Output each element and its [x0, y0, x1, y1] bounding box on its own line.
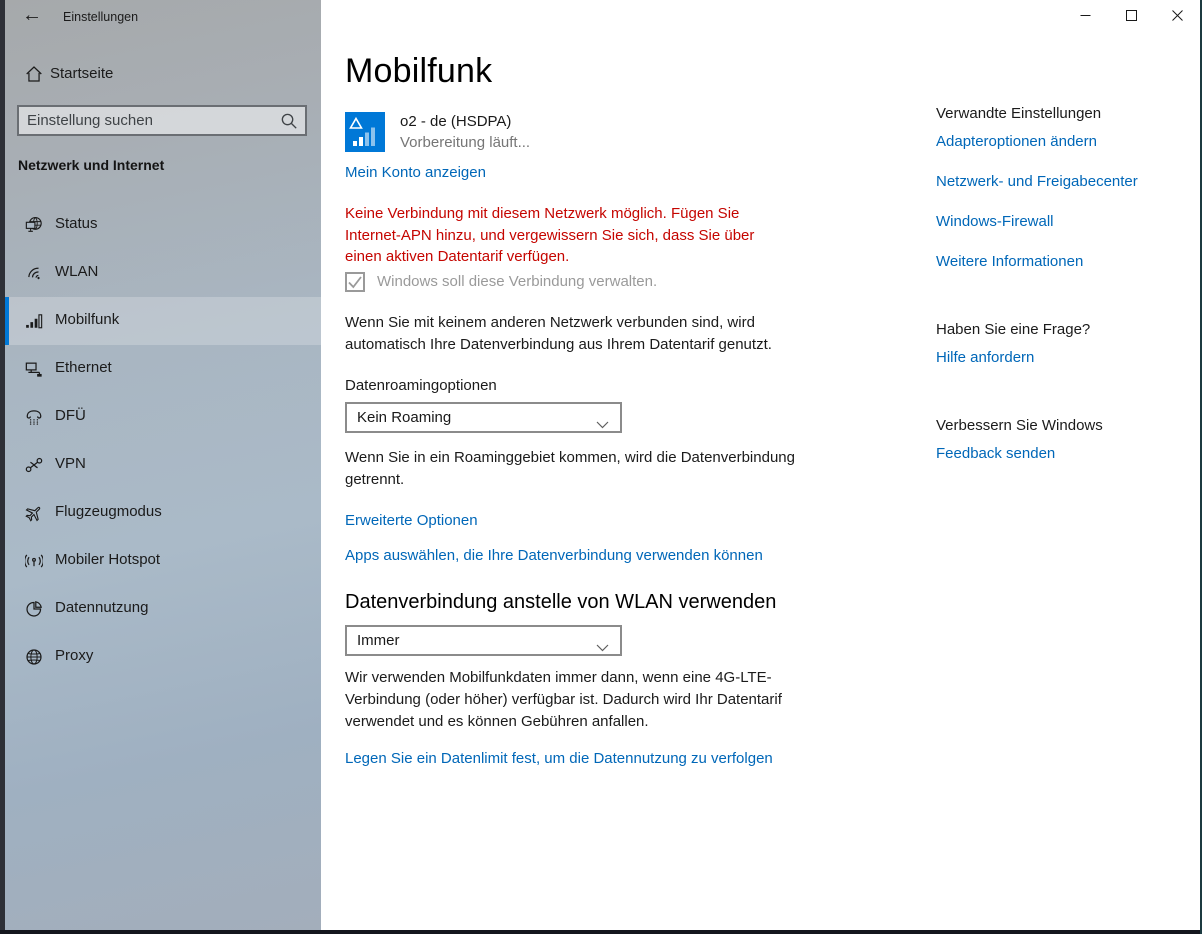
- sidebar-item-label: Datennutzung: [55, 599, 149, 616]
- auto-connect-description: Wenn Sie mit keinem anderen Netzwerk verbunden sind, wird automatisch Ihre Datenverbindung aus Ihrem Datentarif genutzt.: [345, 314, 772, 353]
- roaming-description: Wenn Sie in ein Roaminggebiet kommen, wird die Datenverbindung getrennt.: [345, 449, 795, 488]
- get-help-link[interactable]: Hilfe anfordern: [936, 349, 1035, 366]
- sidebar-item-mobiler-hotspot[interactable]: [5, 537, 321, 585]
- network-sharing-center-link[interactable]: Netzwerk- und Freigabecenter: [936, 173, 1138, 190]
- manage-connection-label: Windows soll diese Verbindung verwalten.: [377, 273, 658, 290]
- chevron-down-icon: [596, 416, 609, 434]
- connection-error-text: Keine Verbindung mit diesem Netzwerk möglich. Fügen Sie Internet-APN hinzu, und vergewissern Sie sich, dass Sie über einen aktiven Datentarif verfügen.: [345, 205, 755, 265]
- cellular-signal-tile-icon: [345, 112, 385, 152]
- page-title: Mobilfunk: [345, 52, 493, 90]
- roaming-dropdown[interactable]: [345, 402, 622, 433]
- choose-apps-link[interactable]: Apps auswählen, die Ihre Datenverbindung verwenden können: [345, 547, 763, 564]
- minimize-button[interactable]: [1062, 0, 1108, 30]
- improve-windows-header: Verbessern Sie Windows: [936, 417, 1103, 434]
- cellular-instead-dropdown[interactable]: [345, 625, 622, 656]
- window-edge-bottom: [0, 930, 1202, 934]
- related-settings-header: Verwandte Einstellungen: [936, 105, 1102, 122]
- cellular-instead-header: Datenverbindung anstelle von WLAN verwenden: [345, 591, 777, 613]
- window-edge-left: [0, 0, 5, 934]
- wifi-icon: [25, 264, 43, 282]
- back-arrow-icon[interactable]: ←: [22, 4, 42, 26]
- ethernet-icon: [25, 360, 43, 378]
- airplane-icon: [25, 504, 43, 522]
- search-input[interactable]: [27, 107, 277, 134]
- pie-chart-icon: [25, 600, 43, 618]
- sidebar-item-label: VPN: [55, 455, 86, 472]
- window-title: Einstellungen: [63, 10, 139, 24]
- send-feedback-link[interactable]: Feedback senden: [936, 445, 1056, 462]
- signal-bars-icon: [25, 312, 43, 330]
- sidebar-item-status[interactable]: [5, 201, 321, 249]
- sidebar-item-datennutzung[interactable]: [5, 585, 321, 633]
- sidebar-item-label: Status: [55, 215, 98, 232]
- vpn-icon: [25, 456, 43, 474]
- sidebar-item-mobilfunk[interactable]: [5, 297, 321, 345]
- sidebar-item-ethernet[interactable]: [5, 345, 321, 393]
- globe-icon: [25, 648, 43, 666]
- advanced-options-link[interactable]: Erweiterte Optionen: [345, 512, 478, 529]
- sidebar-item-label: Ethernet: [55, 359, 112, 376]
- sidebar-item-label: WLAN: [55, 263, 99, 280]
- sidebar: [5, 0, 321, 930]
- maximize-button[interactable]: [1108, 0, 1154, 30]
- globe-network-icon: [25, 216, 43, 234]
- more-info-link[interactable]: Weitere Informationen: [936, 253, 1084, 270]
- view-account-link[interactable]: Mein Konto anzeigen: [345, 164, 486, 181]
- chevron-down-icon: [596, 639, 609, 657]
- sidebar-item-label: DFÜ: [55, 407, 86, 424]
- dialup-phone-icon: [25, 408, 43, 426]
- provider-status: Vorbereitung läuft...: [400, 134, 531, 151]
- sidebar-item-vpn[interactable]: [5, 441, 321, 489]
- home-icon: [25, 65, 43, 83]
- sidebar-item-home[interactable]: [5, 56, 321, 94]
- sidebar-item-flugzeugmodus[interactable]: [5, 489, 321, 537]
- sidebar-item-proxy[interactable]: [5, 633, 321, 681]
- sidebar-item-dfu[interactable]: [5, 393, 321, 441]
- sidebar-item-label: Mobiler Hotspot: [55, 551, 161, 568]
- sidebar-item-label: Proxy: [55, 647, 94, 664]
- cellular-instead-description: Wir verwenden Mobilfunkdaten immer dann, wenn eine 4G-LTE-Verbindung (oder höher) verfügbar ist. Dadurch wird Ihr Datentarif verwendet und es können Gebühren anfallen.: [345, 669, 782, 730]
- sidebar-item-wlan[interactable]: [5, 249, 321, 297]
- search-box[interactable]: [17, 105, 307, 136]
- selected-accent-bar: [5, 297, 9, 345]
- question-header: Haben Sie eine Frage?: [936, 321, 1091, 338]
- roaming-options-label: Datenroamingoptionen: [345, 377, 497, 394]
- windows-firewall-link[interactable]: Windows-Firewall: [936, 213, 1054, 230]
- manage-connection-checkbox[interactable]: [345, 272, 365, 292]
- search-icon[interactable]: [280, 112, 298, 135]
- adapter-options-link[interactable]: Adapteroptionen ändern: [936, 133, 1097, 150]
- sidebar-item-label: Startseite: [50, 65, 114, 82]
- provider-name: o2 - de (HSDPA): [400, 113, 512, 130]
- window-controls: [1062, 0, 1200, 30]
- sidebar-section-header: Netzwerk und Internet: [18, 157, 165, 173]
- close-button[interactable]: [1154, 0, 1200, 30]
- sidebar-nav: [5, 201, 321, 681]
- sidebar-item-label: Mobilfunk: [55, 311, 120, 328]
- roaming-dropdown-value: Kein Roaming: [357, 409, 452, 426]
- sidebar-item-label: Flugzeugmodus: [55, 503, 162, 520]
- data-limit-link[interactable]: Legen Sie ein Datenlimit fest, um die Datennutzung zu verfolgen: [345, 750, 773, 767]
- hotspot-icon: [25, 552, 43, 570]
- cellular-instead-dropdown-value: Immer: [357, 632, 400, 649]
